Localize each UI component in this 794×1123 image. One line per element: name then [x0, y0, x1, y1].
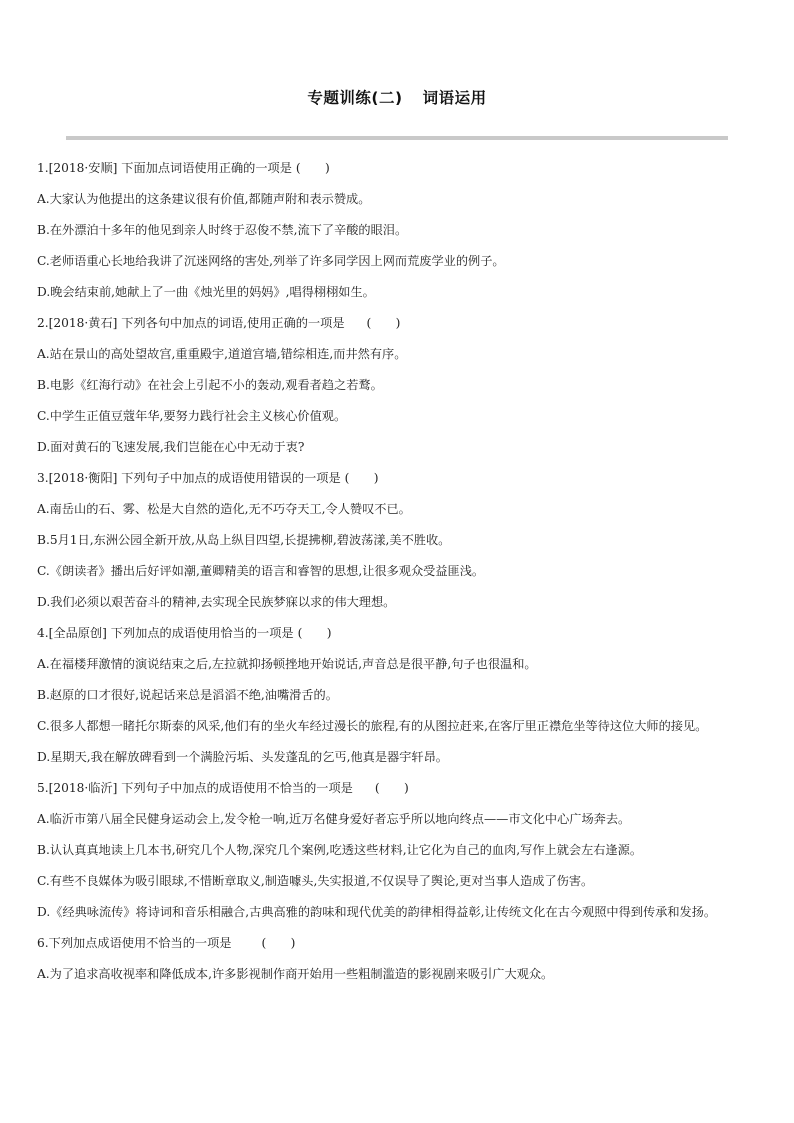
option-a: A.南岳山的石、雾、松是大自然的造化,无不巧夺天工,令人赞叹不已。 — [37, 502, 411, 516]
answer-blank: ( ) — [261, 936, 296, 950]
option-b: B.赵原的口才很好,说起话来总是滔滔不绝,油嘴滑舌的。 — [37, 688, 338, 702]
title-series: 专题训练(二) — [307, 89, 403, 107]
option-d: D.星期天,我在解放碑看到一个满脸污垢、头发蓬乱的乞丐,他真是器宇轩昂。 — [37, 750, 448, 764]
answer-blank: ( ) — [374, 781, 409, 795]
option-c: C.有些不良媒体为吸引眼球,不惜断章取义,制造噱头,失实报道,不仅误导了舆论,更对当事人造成了伤害。 — [37, 874, 594, 888]
question-stem — [37, 618, 762, 649]
option-a: A.在福楼拜激情的演说结束之后,左拉就抑扬顿挫地开始说话,声音总是很平静,句子也很温和。 — [37, 657, 537, 671]
question-stem-text: 2.[2018·黄石] 下列各句中加点的词语,使用正确的一项是 — [37, 316, 345, 330]
question-4 — [37, 618, 762, 773]
question-2 — [37, 308, 762, 463]
answer-blank: ( ) — [297, 626, 332, 640]
option-a: A.为了追求高收视率和降低成本,许多影视制作商开始用一些粗制滥造的影视剧来吸引广大观众。 — [37, 967, 554, 981]
option-d: D.面对黄石的飞速发展,我们岂能在心中无动于衷? — [37, 440, 305, 454]
question-stem-text: 5.[2018·临沂] 下列句子中加点的成语使用不恰当的一项是 — [37, 781, 353, 795]
title-divider — [66, 136, 728, 140]
question-stem-text: 3.[2018·衡阳] 下列句子中加点的成语使用错误的一项是 — [37, 471, 341, 485]
option-a: A.临沂市第八届全民健身运动会上,发令枪一响,近万名健身爱好者忘乎所以地向终点——市文化中心广场奔去。 — [37, 812, 631, 826]
question-stem-text: 4.[全品原创] 下列加点的成语使用恰当的一项是 — [37, 626, 294, 640]
question-6 — [37, 928, 762, 990]
option-b: B.电影《红海行动》在社会上引起不小的轰动,观看者趋之若鹜。 — [37, 378, 383, 392]
option-a: A.大家认为他提出的这条建议很有价值,都随声附和表示赞成。 — [37, 192, 371, 206]
question-5 — [37, 773, 762, 928]
question-1 — [37, 153, 762, 308]
question-3 — [37, 463, 762, 618]
question-list — [37, 153, 762, 990]
answer-blank: ( ) — [344, 471, 379, 485]
question-stem-text: 6.下列加点成语使用不恰当的一项是 — [37, 936, 232, 950]
question-stem — [37, 463, 762, 494]
title-topic: 词语运用 — [422, 89, 487, 107]
option-d: D.晚会结束前,她献上了一曲《烛光里的妈妈》,唱得栩栩如生。 — [37, 285, 375, 299]
option-c: C.老师语重心长地给我讲了沉迷网络的害处,列举了许多同学因上网而荒废学业的例子。 — [37, 254, 505, 268]
option-d: D.我们必须以艰苦奋斗的精神,去实现全民族梦寐以求的伟大理想。 — [37, 595, 396, 609]
question-stem-text: 1.[2018·安顺] 下面加点词语使用正确的一项是 — [37, 161, 292, 175]
answer-blank: ( ) — [295, 161, 330, 175]
answer-blank: ( ) — [366, 316, 401, 330]
question-stem — [37, 773, 762, 804]
option-b: B.在外漂泊十多年的他见到亲人时终于忍俊不禁,流下了辛酸的眼泪。 — [37, 223, 408, 237]
option-c: C.中学生正值豆蔻年华,要努力践行社会主义核心价值观。 — [37, 409, 347, 423]
option-b: B.认认真真地读上几本书,研究几个人物,深究几个案例,吃透这些材料,让它化为自己的血肉,写作上就会左右逢源。 — [37, 843, 643, 857]
option-a: A.站在景山的高处望故宫,重重殿宇,道道宫墙,错综相连,而井然有序。 — [37, 347, 407, 361]
option-d: D.《经典咏流传》将诗词和音乐相融合,古典高雅的韵味和现代优美的韵律相得益彰,让传统文化在古今观照中得到传承和发扬。 — [37, 905, 717, 919]
question-stem — [37, 928, 762, 959]
option-c: C.《朗读者》播出后好评如潮,董卿精美的语言和睿智的思想,让很多观众受益匪浅。 — [37, 564, 485, 578]
question-stem — [37, 308, 762, 339]
question-stem — [37, 153, 762, 184]
option-c: C.很多人都想一睹托尔斯泰的风采,他们有的坐火车经过漫长的旅程,有的从图拉赶来,在客厅里正襟危坐等待这位大师的接见。 — [37, 719, 708, 733]
option-b: B.5月1日,东洲公园全新开放,从岛上纵目四望,长提拂柳,碧波荡漾,美不胜收。 — [37, 533, 451, 547]
page-title — [0, 86, 794, 108]
